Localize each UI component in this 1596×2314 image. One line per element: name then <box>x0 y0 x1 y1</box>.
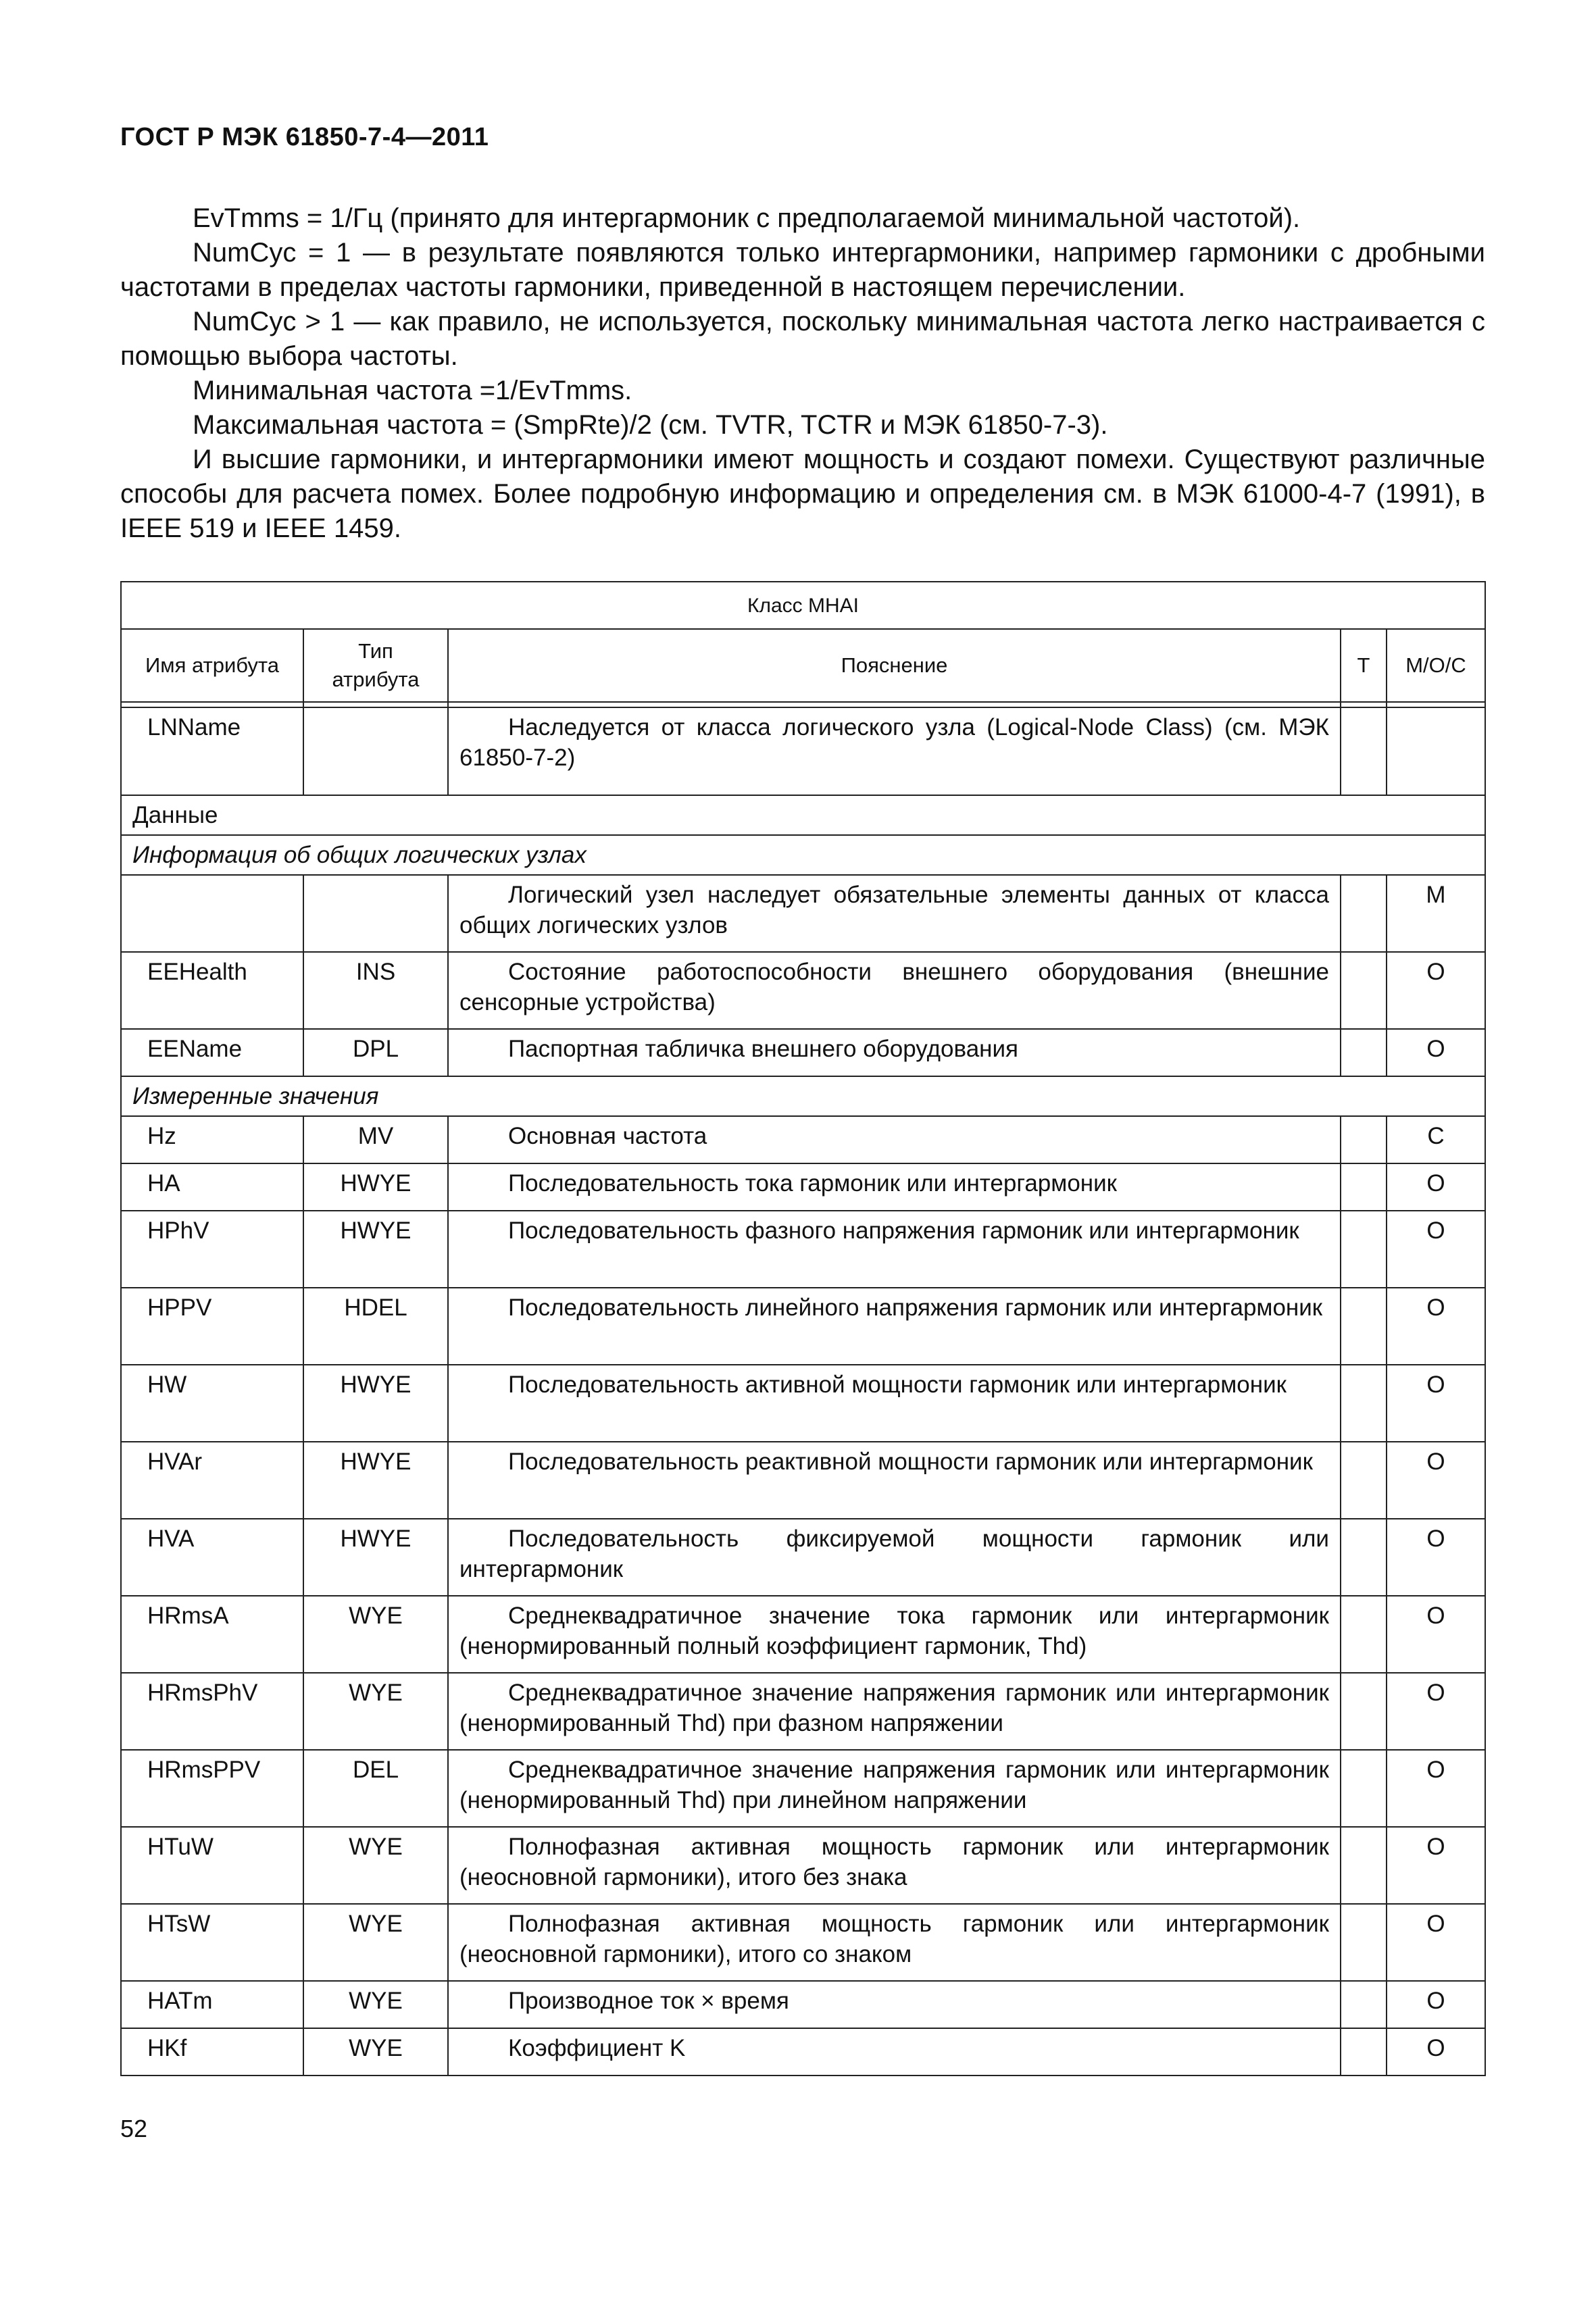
attribute-moc: O <box>1387 1827 1485 1904</box>
section-row-measured <box>121 1076 1485 1116</box>
attribute-t <box>1341 707 1387 795</box>
table-row <box>121 952 1485 1029</box>
attribute-name: HRmsPPV <box>121 1750 303 1827</box>
attribute-explanation: Последовательность фиксируемой мощности гармоник или интергармоник <box>448 1519 1341 1596</box>
attribute-name: HTuW <box>121 1827 303 1904</box>
attribute-type: WYE <box>303 1673 448 1750</box>
attribute-explanation: Полнофазная активная мощность гармоник или интергармоник (неосновной гармоники), итого без знака <box>448 1827 1341 1904</box>
column-header-explanation: Пояснение <box>448 629 1341 702</box>
attribute-moc: O <box>1387 1519 1485 1596</box>
attribute-explanation: Коэффициент K <box>448 2028 1341 2076</box>
attribute-t <box>1341 1211 1387 1288</box>
attribute-type: WYE <box>303 1596 448 1673</box>
attribute-explanation: Полнофазная активная мощность гармоник или интергармоник (неосновной гармоники), итого со знаком <box>448 1904 1341 1981</box>
attribute-explanation: Последовательность линейного напряжения гармоник или интергармоник <box>448 1288 1341 1365</box>
attribute-type: WYE <box>303 1827 448 1904</box>
attribute-moc: O <box>1387 952 1485 1029</box>
document-header: ГОСТ Р МЭК 61850-7-4—2011 <box>120 123 489 151</box>
page-number: 52 <box>120 2115 148 2142</box>
column-header-t: T <box>1341 629 1387 702</box>
attribute-name: HVA <box>121 1519 303 1596</box>
attribute-type: DEL <box>303 1750 448 1827</box>
attribute-name: HRmsA <box>121 1596 303 1673</box>
table-row <box>121 1211 1485 1288</box>
attribute-explanation: Наследуется от класса логического узла (Logical-Node Class) (см. МЭК 61850-7-2) <box>448 707 1341 795</box>
section-row-common <box>121 835 1485 875</box>
attribute-t <box>1341 875 1387 952</box>
attribute-type: HWYE <box>303 1365 448 1442</box>
table-row <box>121 1981 1485 2028</box>
column-header-type: Тип атрибута <box>303 629 448 702</box>
table-row <box>121 1029 1485 1076</box>
attribute-explanation: Логический узел наследует обязательные элементы данных от класса общих логических узлов <box>448 875 1341 952</box>
attribute-name: HA <box>121 1163 303 1211</box>
attribute-moc: O <box>1387 1288 1485 1365</box>
attribute-moc: O <box>1387 1211 1485 1288</box>
attribute-type: WYE <box>303 2028 448 2076</box>
attribute-moc <box>1387 707 1485 795</box>
attribute-t <box>1341 1116 1387 1163</box>
table-row <box>121 1365 1485 1442</box>
attribute-t <box>1341 1596 1387 1673</box>
paragraph: NumCyc = 1 — в результате появляются только интергармоники, например гармоники с дробными частотами в пределах частоты гармоники, приведенной в настоящем перечислении. <box>120 238 1485 302</box>
mhai-class-table <box>120 581 1486 2076</box>
table-row <box>121 1596 1485 1673</box>
attribute-type: WYE <box>303 1904 448 1981</box>
attribute-moc: O <box>1387 1596 1485 1673</box>
attribute-type: HDEL <box>303 1288 448 1365</box>
table-header-row <box>121 629 1485 702</box>
attribute-explanation: Среднеквадратичное значение напряжения гармоник или интергармоник (ненормированный Thd) при линейном напряжении <box>448 1750 1341 1827</box>
table-row <box>121 1116 1485 1163</box>
attribute-moc: O <box>1387 1981 1485 2028</box>
attribute-moc: O <box>1387 1904 1485 1981</box>
attribute-t <box>1341 1442 1387 1519</box>
attribute-t <box>1341 1519 1387 1596</box>
paragraph: NumCyc > 1 — как правило, не используется, поскольку минимальная частота легко настраивается с помощью выбора частоты. <box>120 307 1485 371</box>
attribute-moc: O <box>1387 2028 1485 2076</box>
attribute-type: HWYE <box>303 1519 448 1596</box>
table-row <box>121 2028 1485 2076</box>
body-text <box>120 201 1485 546</box>
paragraph: EvTmms = 1/Гц (принято для интергармоник с предполагаемой минимальной частотой). <box>193 203 1301 233</box>
table-row <box>121 875 1485 952</box>
attribute-name: HPhV <box>121 1211 303 1288</box>
attribute-moc: C <box>1387 1116 1485 1163</box>
attribute-explanation: Среднеквадратичное значение напряжения гармоник или интергармоник (ненормированный Thd) при фазном напряжении <box>448 1673 1341 1750</box>
paragraph: И высшие гармоники, и интергармоники имеют мощность и создают помехи. Существуют различные способы для расчета помех. Более подробную информацию и определения см. в МЭК 61000-4-7 (1991), в IEEE 519 и IEEE 1459. <box>120 445 1485 543</box>
attribute-t <box>1341 1288 1387 1365</box>
attribute-t <box>1341 1827 1387 1904</box>
attribute-t <box>1341 1981 1387 2028</box>
attribute-t <box>1341 1904 1387 1981</box>
attribute-name: HTsW <box>121 1904 303 1981</box>
table-class-row <box>121 582 1485 629</box>
attribute-moc: O <box>1387 1673 1485 1750</box>
attribute-t <box>1341 1673 1387 1750</box>
attribute-t <box>1341 1750 1387 1827</box>
attribute-t <box>1341 1365 1387 1442</box>
attribute-explanation: Состояние работоспособности внешнего оборудования (внешние сенсорные устройства) <box>448 952 1341 1029</box>
attribute-name: EEHealth <box>121 952 303 1029</box>
attribute-t <box>1341 952 1387 1029</box>
attribute-moc: O <box>1387 1442 1485 1519</box>
attribute-moc: O <box>1387 1029 1485 1076</box>
attribute-name: HRmsPhV <box>121 1673 303 1750</box>
attribute-type: HWYE <box>303 1442 448 1519</box>
attribute-t <box>1341 1163 1387 1211</box>
attribute-type: HWYE <box>303 1211 448 1288</box>
attribute-name: LNName <box>121 707 303 795</box>
attribute-type: HWYE <box>303 1163 448 1211</box>
paragraph: Максимальная частота = (SmpRte)/2 (см. TVTR, TCTR и МЭК 61850-7-3). <box>193 410 1108 440</box>
attribute-name: HW <box>121 1365 303 1442</box>
attribute-type: INS <box>303 952 448 1029</box>
table-row <box>121 1288 1485 1365</box>
section-title: Данные <box>121 795 1485 835</box>
section-row-data <box>121 795 1485 835</box>
attribute-explanation: Паспортная табличка внешнего оборудования <box>448 1029 1341 1076</box>
section-title: Информация об общих логических узлах <box>121 835 1485 875</box>
attribute-t <box>1341 2028 1387 2076</box>
attribute-name <box>121 875 303 952</box>
attribute-type <box>303 707 448 795</box>
attribute-explanation: Последовательность тока гармоник или интергармоник <box>448 1163 1341 1211</box>
attribute-t <box>1341 1029 1387 1076</box>
table-row <box>121 1163 1485 1211</box>
attribute-type: MV <box>303 1116 448 1163</box>
attribute-type: WYE <box>303 1981 448 2028</box>
attribute-explanation: Последовательность фазного напряжения гармоник или интергармоник <box>448 1211 1341 1288</box>
attribute-name: HVAr <box>121 1442 303 1519</box>
attribute-name: HPPV <box>121 1288 303 1365</box>
table-row <box>121 707 1485 795</box>
attribute-explanation: Последовательность активной мощности гармоник или интергармоник <box>448 1365 1341 1442</box>
attribute-name: Hz <box>121 1116 303 1163</box>
attribute-explanation: Основная частота <box>448 1116 1341 1163</box>
header-separator <box>121 702 1485 707</box>
attribute-explanation: Среднеквадратичное значение тока гармоник или интергармоник (ненормированный полный коэффициент гармоник, Thd) <box>448 1596 1341 1673</box>
attribute-moc: O <box>1387 1163 1485 1211</box>
section-title: Измеренные значения <box>121 1076 1485 1116</box>
attribute-explanation: Производное ток × время <box>448 1981 1341 2028</box>
table-row <box>121 1442 1485 1519</box>
table-class-title: Класс MHAI <box>121 582 1485 629</box>
attribute-moc: M <box>1387 875 1485 952</box>
attribute-name: EEName <box>121 1029 303 1076</box>
attribute-name: HKf <box>121 2028 303 2076</box>
paragraph: Минимальная частота =1/EvTmms. <box>193 376 632 405</box>
table-row <box>121 1519 1485 1596</box>
attribute-type: DPL <box>303 1029 448 1076</box>
table-row <box>121 1904 1485 1981</box>
column-header-moc: M/O/C <box>1387 629 1485 702</box>
attribute-moc: O <box>1387 1750 1485 1827</box>
column-header-name: Имя атрибута <box>121 629 303 702</box>
attribute-type <box>303 875 448 952</box>
attribute-explanation: Последовательность реактивной мощности гармоник или интергармоник <box>448 1442 1341 1519</box>
attribute-moc: O <box>1387 1365 1485 1442</box>
table-row <box>121 1827 1485 1904</box>
table-row <box>121 1673 1485 1750</box>
attribute-name: HATm <box>121 1981 303 2028</box>
table-row <box>121 1750 1485 1827</box>
